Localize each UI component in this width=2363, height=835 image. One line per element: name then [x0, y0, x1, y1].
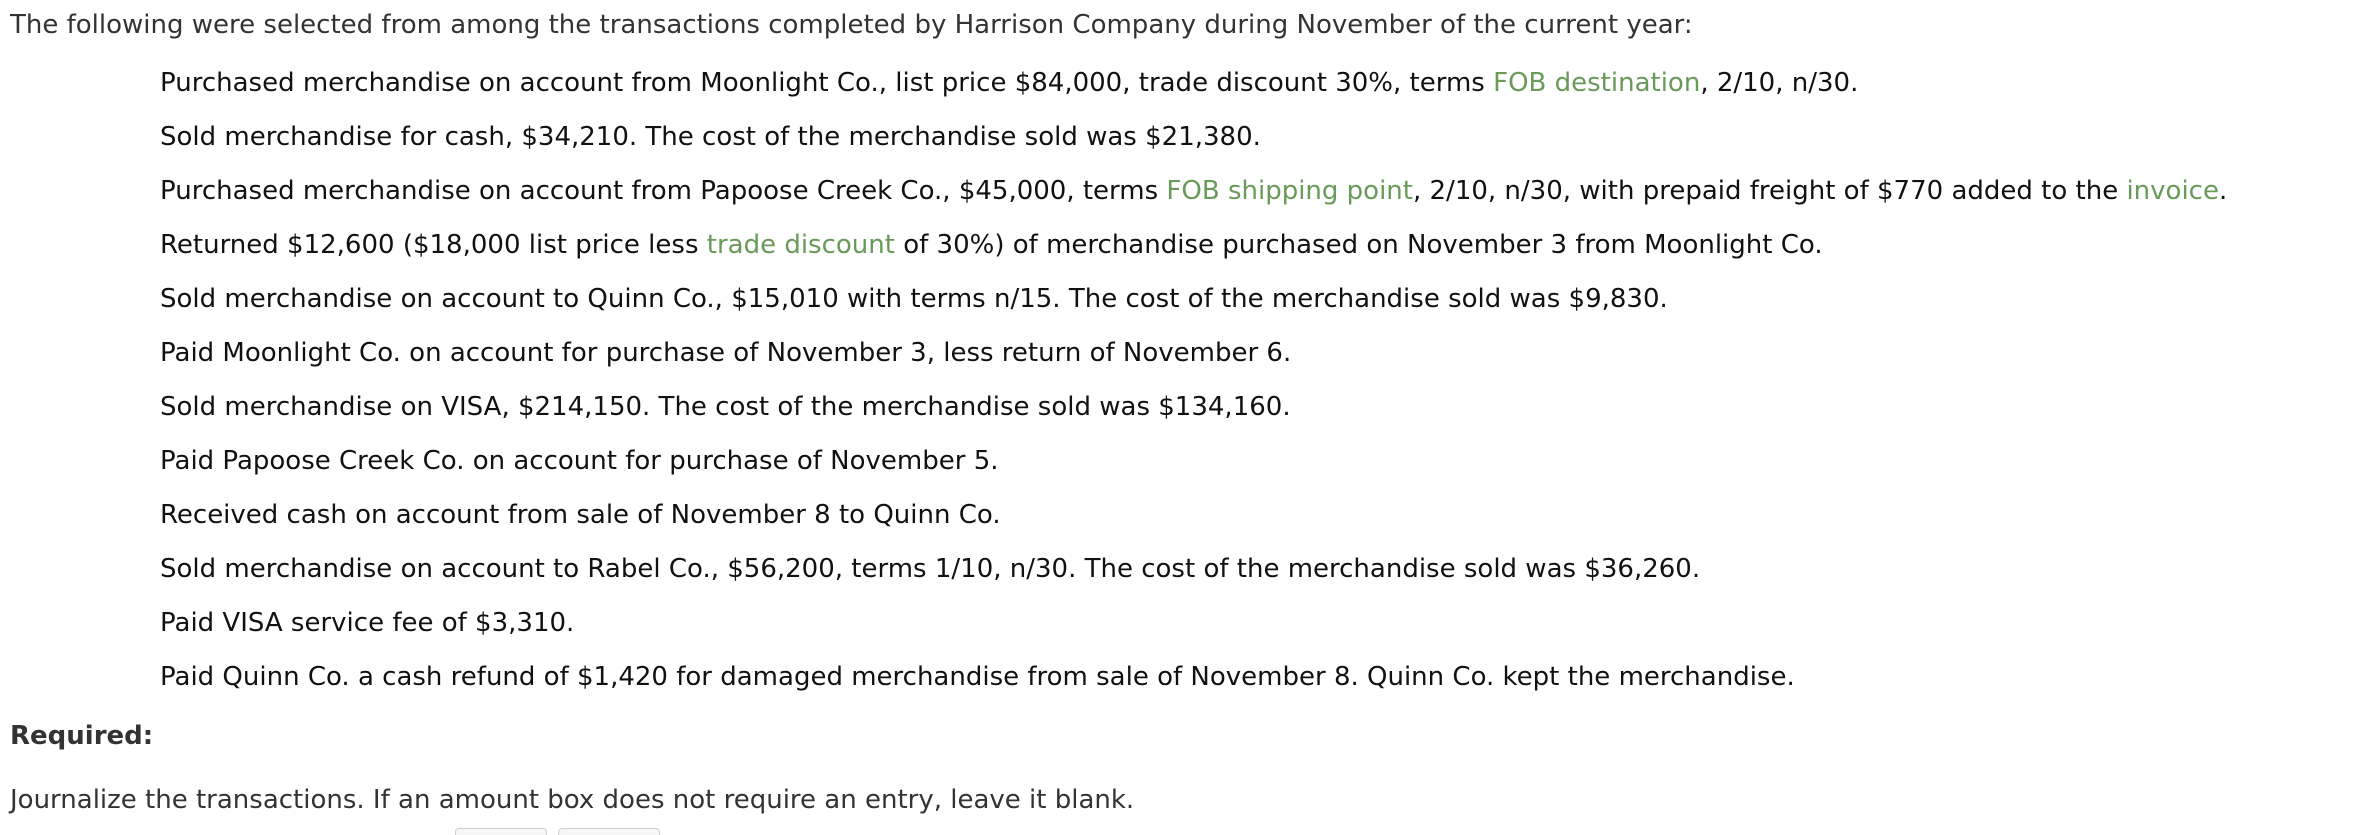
glossary-term-trade-discount[interactable]: trade discount [706, 230, 895, 260]
transaction-description: Purchased merchandise on account from Moonlight Co., list price $84,000, trade discount 30%, terms FOB destination, 2/10, n/30. [160, 68, 1859, 98]
transaction-description: Sold merchandise on account to Rabel Co., $56,200, terms 1/10, n/30. The cost of the merchandise sold was $36,260. [160, 554, 1701, 584]
glossary-term-fob-shipping-point[interactable]: FOB shipping point [1166, 176, 1413, 206]
glossary-term-invoice[interactable]: invoice [2126, 176, 2219, 206]
transaction-description: Paid Papoose Creek Co. on account for purchase of November 5. [160, 446, 999, 476]
transaction-description: Sold merchandise on account to Quinn Co., $15,010 with terms n/15. The cost of the merchandise sold was $9,830. [160, 284, 1668, 314]
transaction-description: Paid Quinn Co. a cash refund of $1,420 for damaged merchandise from sale of November 8. Quinn Co. kept the merchandise. [160, 662, 1795, 692]
transaction-description: Returned $12,600 ($18,000 list price less trade discount of 30%) of merchandise purchased on November 3 from Moonlight Co. [160, 230, 1823, 260]
intro-text: The following were selected from among the transactions completed by Harrison Company during November of the current year: [10, 10, 1693, 40]
transaction-description: Purchased merchandise on account from Papoose Creek Co., $45,000, terms FOB shipping point, 2/10, n/30, with prepaid freight of $770 added to the invoice. [160, 176, 2228, 206]
glossary-term-fob-destination[interactable]: FOB destination [1493, 68, 1701, 98]
transaction-description: Received cash on account from sale of November 8 to Quinn Co. [160, 500, 1001, 530]
transaction-description: Sold merchandise for cash, $34,210. The cost of the merchandise sold was $21,380. [160, 122, 1261, 152]
transaction-description: Paid Moonlight Co. on account for purchase of November 3, less return of November 6. [160, 338, 1292, 368]
transaction-description: Paid VISA service fee of $3,310. [160, 608, 575, 638]
instruction-text: Journalize the transactions. If an amount box does not require an entry, leave it blank. [10, 785, 1135, 815]
required-heading: Required: [10, 721, 154, 751]
transaction-description: Sold merchandise on VISA, $214,150. The cost of the merchandise sold was $134,160. [160, 392, 1291, 422]
